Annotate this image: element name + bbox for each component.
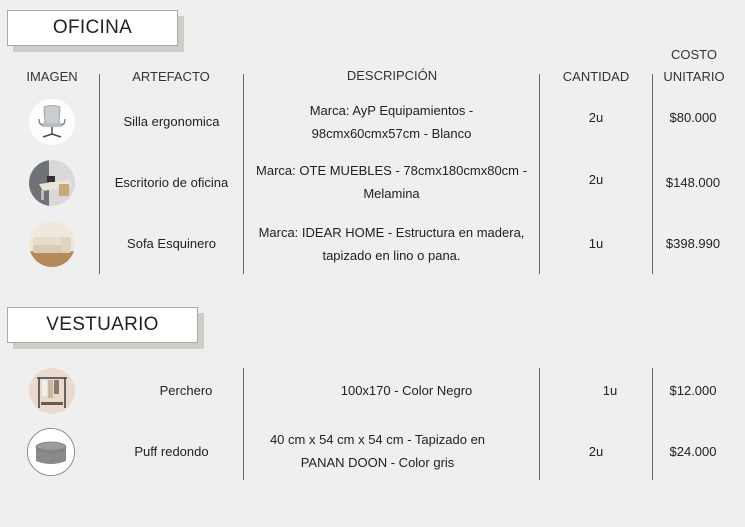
costo-cell: $148.000 <box>665 175 721 190</box>
header-descripcion: DESCRIPCIÓN <box>346 68 438 83</box>
descripcion-cell <box>244 379 569 402</box>
descripcion-cell <box>244 159 539 205</box>
clothes-rack-icon <box>29 368 75 414</box>
cantidad-cell: 1u <box>588 236 604 251</box>
costo-cell: $398.990 <box>665 236 721 251</box>
cantidad-cell: 1u <box>602 383 618 398</box>
section-title-vestuario: VESTUARIO <box>7 307 198 343</box>
office-chair-icon <box>29 99 75 145</box>
office-desk-icon <box>29 160 75 206</box>
descripcion-line: Marca: AyP Equipamientos - <box>309 103 474 118</box>
descripcion-cell <box>244 221 539 267</box>
artefacto-cell: Sofa Esquinero <box>127 236 216 251</box>
descripcion-line: PANAN DOON - Color gris <box>300 455 455 470</box>
descripcion-line: Marca: IDEAR HOME - Estructura en madera, <box>258 225 525 240</box>
artefacto-cell: Puff redondo <box>134 444 209 459</box>
header-artefacto: ARTEFACTO <box>132 69 210 84</box>
artefacto-cell: Escritorio de oficina <box>114 175 229 190</box>
header-costo <box>655 44 733 88</box>
descripcion-line: tapizado en lino o pana. <box>322 248 461 263</box>
descripcion-cell <box>244 428 511 474</box>
round-pouf-icon <box>27 428 75 476</box>
corner-sofa-icon <box>29 221 75 267</box>
descripcion-line: Melamina <box>363 186 420 201</box>
descripcion-line: 98cmx60cmx57cm - Blanco <box>311 126 472 141</box>
cantidad-cell: 2u <box>588 172 604 187</box>
descripcion-line: Marca: OTE MUEBLES - 78cmx180cmx80cm - <box>256 163 527 178</box>
section-title-oficina: OFICINA <box>7 10 178 46</box>
artefacto-cell: Perchero <box>159 383 213 398</box>
cantidad-cell: 2u <box>588 110 604 125</box>
costo-cell: $24.000 <box>669 444 717 459</box>
cantidad-cell: 2u <box>588 444 604 459</box>
artefacto-cell: Silla ergonomica <box>123 114 220 129</box>
column-divider <box>539 74 540 274</box>
header-cantidad: CANTIDAD <box>562 69 630 84</box>
costo-cell: $12.000 <box>669 383 717 398</box>
descripcion-cell <box>244 99 539 145</box>
costo-cell: $80.000 <box>669 110 717 125</box>
descripcion-line: 40 cm x 54 cm x 54 cm - Tapizado en <box>269 432 486 447</box>
header-costo-line1: COSTO <box>671 47 717 62</box>
header-costo-line2: UNITARIO <box>663 69 725 84</box>
descripcion-line: 100x170 - Color Negro <box>340 383 473 398</box>
header-imagen: IMAGEN <box>26 69 78 84</box>
